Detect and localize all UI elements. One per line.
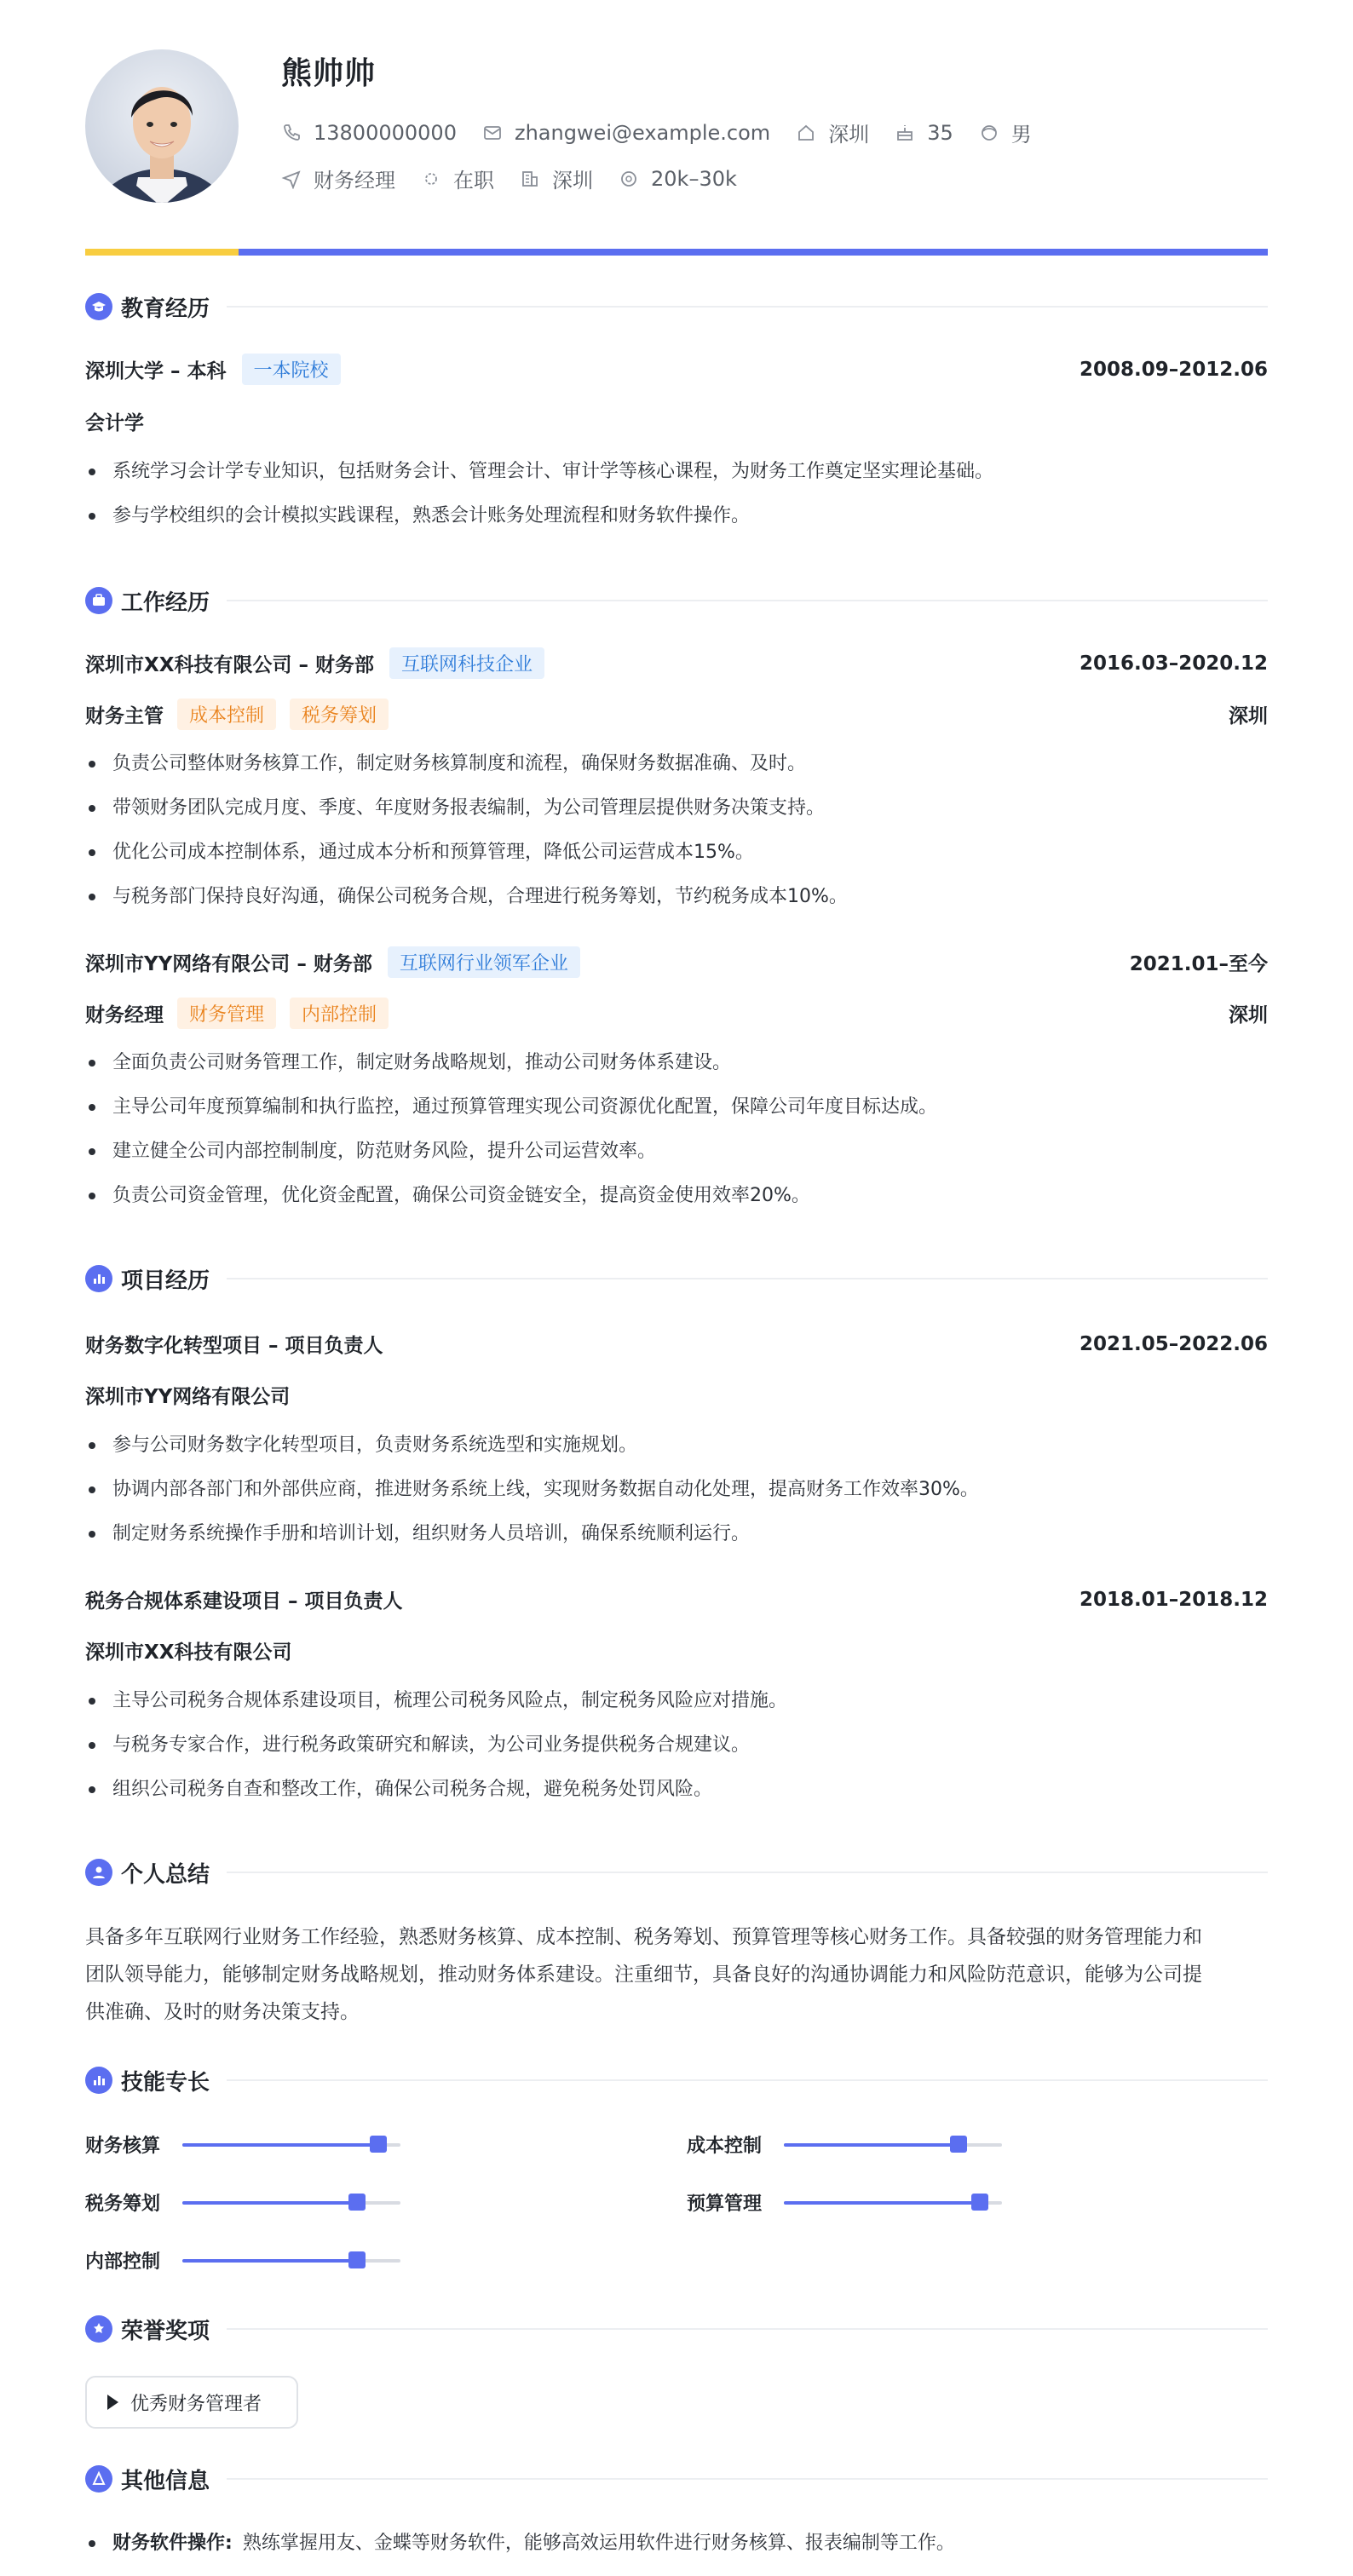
project-org: 深圳市YY网络有限公司 — [85, 1386, 291, 1408]
header-divider — [85, 249, 1268, 256]
work-city: 深圳 — [1229, 1004, 1268, 1026]
award-label: 优秀财务管理者 — [130, 2393, 262, 2415]
project-2-header — [85, 1585, 1268, 1613]
section-title-text: 荣誉奖项 — [121, 2318, 210, 2344]
company-name: 深圳市YY网络有限公司 – 财务部 — [85, 953, 372, 975]
section-other — [85, 2462, 1268, 2496]
list-item: 系统学习会计学专业知识，包括财务会计、管理会计、审计学等核心课程，为财务工作奠定坚实理论基础。 — [85, 450, 1268, 494]
mail-icon — [482, 123, 503, 143]
cake-icon — [895, 123, 915, 143]
award-icon — [85, 2315, 112, 2343]
list-item: 建立健全公司内部控制制度，防范财务风险，提升公司运营效率。 — [85, 1130, 1268, 1174]
project-period: 2021.05–2022.06 — [1079, 1332, 1268, 1355]
skill-fill — [182, 2201, 357, 2205]
summary-text — [85, 1918, 1268, 2031]
city-item — [520, 164, 593, 193]
header-divider-accent — [85, 249, 239, 256]
project-title: 财务数字化转型项目 – 项目负责人 — [85, 1335, 383, 1357]
age-text: 35 — [927, 120, 953, 145]
candidate-name: 熊帅帅 — [281, 56, 377, 91]
list-item: 优化公司成本控制体系，通过成本分析和预算管理，降低公司运营成本15%。 — [85, 831, 1268, 875]
position-text: 财务经理 — [314, 169, 395, 193]
skill-tag: 内部控制 — [290, 998, 389, 1029]
section-rule — [227, 306, 1268, 308]
skill-knob — [348, 2194, 366, 2211]
skill-fill — [182, 2143, 378, 2147]
skill-slider — [182, 2201, 400, 2205]
work-period: 2021.01–至今 — [1129, 953, 1268, 975]
skill-name: 内部控制 — [85, 2251, 161, 2273]
skill-name: 财务核算 — [85, 2136, 161, 2157]
skill-knob — [950, 2136, 967, 2153]
skill-tag: 财务管理 — [177, 998, 276, 1029]
skill-knob — [971, 2194, 988, 2211]
education-bullets — [85, 450, 1268, 538]
work-city: 深圳 — [1229, 705, 1268, 727]
section-title-text: 工作经历 — [121, 589, 210, 616]
section-rule — [227, 1872, 1268, 1873]
skill-item — [687, 2189, 1002, 2216]
skill-name: 成本控制 — [687, 2136, 763, 2157]
project-2-bullets — [85, 1679, 1268, 1812]
list-item: 主导公司年度预算编制和执行监控，通过预算管理实现公司资源优化配置，保障公司年度目标达成。 — [85, 1085, 1268, 1130]
section-projects — [85, 1262, 1268, 1296]
summary-line: 团队领导能力，能够制定财务战略规划，推动财务体系建设。注重细节，具备良好的沟通协调能力和风险防范意识，能够为公司提 — [85, 1964, 1202, 1986]
city-text: 深圳 — [552, 169, 593, 193]
work-1-header — [85, 647, 1268, 679]
skill-tag: 税务筹划 — [290, 699, 389, 730]
skill-item — [85, 2247, 400, 2274]
skill-slider — [182, 2259, 400, 2263]
phone-text: 13800000000 — [314, 120, 457, 145]
skill-tag: 成本控制 — [177, 699, 276, 730]
status-text: 在职 — [453, 169, 494, 193]
summary-line: 具备多年互联网行业财务工作经验，熟悉财务核算、成本控制、税务筹划、预算管理等核心财务工作。具备较强的财务管理能力和 — [85, 1926, 1202, 1948]
list-item: 负责公司资金管理，优化资金配置，确保公司资金链安全，提高资金使用效率20%。 — [85, 1174, 1268, 1218]
role-title: 财务主管 — [85, 705, 164, 727]
company-name: 深圳市XX科技有限公司 – 财务部 — [85, 654, 374, 676]
skill-fill — [784, 2201, 980, 2205]
company-tag: 互联网科技企业 — [389, 647, 544, 679]
building-icon — [520, 169, 540, 189]
work-2-role — [85, 998, 1268, 1029]
phone-icon — [281, 123, 302, 143]
section-rule — [227, 2079, 1268, 2081]
location-text: 深圳 — [828, 123, 870, 147]
list-item: 负责公司整体财务核算工作，制定财务核算制度和流程，确保财务数据准确、及时。 — [85, 742, 1268, 786]
skill-slider — [784, 2201, 1002, 2205]
gender-text: 男 — [1010, 123, 1032, 147]
bar-chart-icon — [85, 2067, 112, 2094]
job-intent-row — [281, 164, 763, 193]
skill-name: 预算管理 — [687, 2194, 763, 2215]
home-icon — [796, 123, 816, 143]
section-rule — [227, 600, 1268, 601]
skill-fill — [182, 2259, 357, 2263]
section-rule — [227, 1278, 1268, 1279]
skill-name: 税务筹划 — [85, 2194, 161, 2215]
section-title-text: 教育经历 — [121, 296, 210, 322]
section-title-text: 个人总结 — [121, 1861, 210, 1888]
section-awards — [85, 2312, 1268, 2346]
project-period: 2018.01–2018.12 — [1079, 1588, 1268, 1611]
list-item: 全面负责公司财务管理工作，制定财务战略规划，推动公司财务体系建设。 — [85, 1041, 1268, 1085]
role-title: 财务经理 — [85, 1004, 164, 1026]
info-icon — [85, 2465, 112, 2493]
location-item — [796, 118, 869, 147]
status-icon — [421, 169, 441, 189]
skill-item — [85, 2131, 400, 2158]
skill-item — [85, 2189, 400, 2216]
email-text: zhangwei@example.com — [514, 120, 771, 145]
briefcase-icon — [85, 587, 112, 614]
avatar — [85, 49, 239, 203]
bar-chart-icon — [85, 1265, 112, 1292]
play-icon — [107, 2395, 118, 2410]
work-2-bullets — [85, 1041, 1268, 1218]
person-icon — [979, 123, 999, 143]
contact-row — [281, 118, 1057, 147]
list-item: 带领财务团队完成月度、季度、年度财务报表编制，为公司管理层提供财务决策支持。 — [85, 786, 1268, 831]
section-rule — [227, 2478, 1268, 2480]
list-item: 协调内部各部门和外部供应商，推进财务系统上线，实现财务数据自动化处理，提高财务工作效率30%。 — [85, 1468, 1268, 1512]
education-period: 2008.09–2012.06 — [1079, 358, 1268, 381]
section-summary — [85, 1855, 1268, 1889]
skill-item — [687, 2131, 1002, 2158]
project-1-bullets — [85, 1423, 1268, 1556]
school-name: 深圳大学 – 本科 — [85, 360, 227, 382]
section-title-text: 技能专长 — [121, 2069, 210, 2096]
summary-line: 供准确、及时的财务决策支持。 — [85, 2001, 360, 2023]
skill-knob — [370, 2136, 387, 2153]
skill-slider — [182, 2143, 400, 2147]
work-1-role — [85, 699, 1268, 730]
money-icon — [619, 169, 639, 189]
section-skills — [85, 2063, 1268, 2097]
profile-header — [85, 49, 1268, 220]
list-item: 制定财务系统操作手册和培训计划，组织财务人员培训，确保系统顺利运行。 — [85, 1512, 1268, 1556]
list-item: 参与学校组织的会计模拟实践课程，熟悉会计账务处理流程和财务软件操作。 — [85, 494, 1268, 538]
other-label: 财务软件操作: — [112, 2533, 233, 2554]
section-education — [85, 290, 1268, 324]
work-1-bullets — [85, 742, 1268, 919]
skill-slider — [784, 2143, 1002, 2147]
status-item — [421, 164, 494, 193]
skill-knob — [348, 2251, 366, 2268]
project-title: 税务合规体系建设项目 – 项目负责人 — [85, 1590, 403, 1613]
other-text: 熟练掌握用友、金蝶等财务软件，能够高效运用软件进行财务核算、报表编制等工作。 — [242, 2533, 955, 2554]
list-item: 参与公司财务数字化转型项目，负责财务系统选型和实施规划。 — [85, 1423, 1268, 1468]
list-item: 主导公司税务合规体系建设项目，梳理公司税务风险点，制定税务风险应对措施。 — [85, 1679, 1268, 1723]
salary-item — [619, 167, 737, 191]
education-header — [85, 354, 1268, 385]
section-work — [85, 584, 1268, 618]
section-title-text: 项目经历 — [121, 1268, 210, 1294]
phone-item — [281, 121, 457, 145]
school-tag: 一本院校 — [242, 354, 341, 385]
award-item[interactable] — [85, 2376, 298, 2429]
user-icon — [85, 1859, 112, 1886]
other-bullets — [85, 2521, 1268, 2566]
salary-text: 20k–30k — [651, 166, 737, 191]
work-2-header — [85, 946, 1268, 978]
list-item: 与税务部门保持良好沟通，确保公司税务合规，合理进行税务筹划，节约税务成本10%。 — [85, 875, 1268, 919]
email-item — [482, 121, 770, 145]
list-item — [85, 2521, 1268, 2566]
list-item: 与税务专家合作，进行税务政策研究和解读，为公司业务提供税务合规建议。 — [85, 1723, 1268, 1768]
section-title-text: 其他信息 — [121, 2468, 210, 2494]
send-icon — [281, 169, 302, 189]
major: 会计学 — [85, 412, 144, 434]
work-period: 2016.03–2020.12 — [1079, 652, 1268, 675]
position-item — [281, 164, 395, 193]
skill-fill — [784, 2143, 959, 2147]
project-1-header — [85, 1330, 1268, 1358]
section-rule — [227, 2328, 1268, 2330]
gender-item — [979, 118, 1032, 147]
list-item: 组织公司税务自查和整改工作，确保公司税务合规，避免税务处罚风险。 — [85, 1768, 1268, 1812]
company-tag: 互联网行业领军企业 — [388, 946, 580, 978]
age-item — [895, 121, 953, 145]
project-org: 深圳市XX科技有限公司 — [85, 1642, 292, 1664]
graduation-cap-icon — [85, 293, 112, 320]
